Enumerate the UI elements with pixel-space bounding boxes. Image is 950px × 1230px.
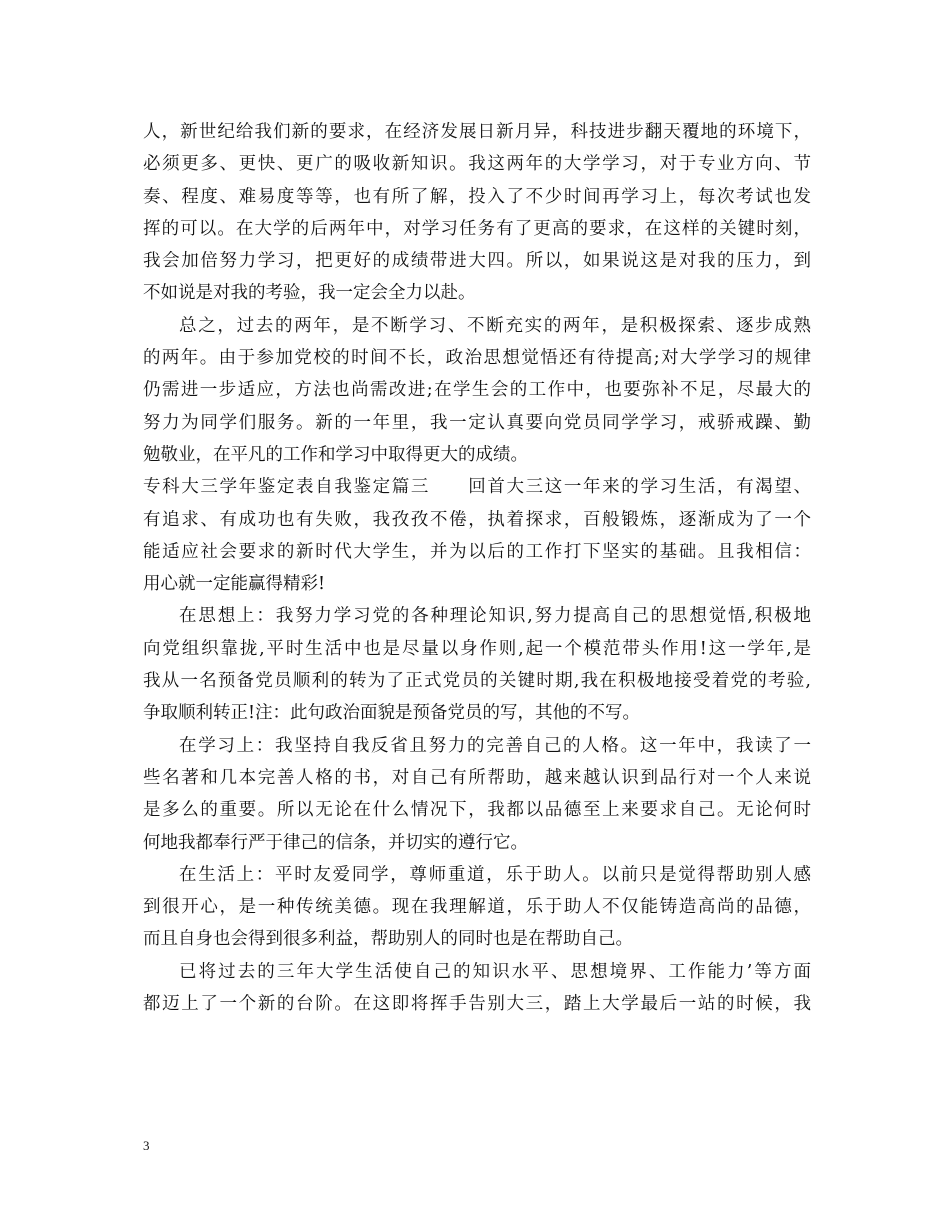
- text-line: 能适应社会要求的新时代大学生，并为以后的工作打下坚实的基础。且我相信：: [143, 541, 811, 562]
- document-body: [143, 116, 811, 1020]
- paragraph-first-line: 总之，过去的两年，是不断学习、不断充实的两年，是积极探索、逐步成熟: [179, 315, 811, 336]
- text-line: 争取顺利转正!注：此句政治面貌是预备党员的写，其他的不写。: [143, 703, 641, 724]
- text-line: 我从一名预备党员顺利的转为了正式党员的关键时期,我在积极地接受着党的考验,: [143, 671, 811, 692]
- text-line: 必须更多、更快、更广的吸收新知识。我这两年的大学学习，对于专业方向、节: [143, 154, 811, 175]
- text-line: 有追求、有成功也有失败，我孜孜不倦，执着探求，百般锻炼，逐渐成为了一个: [143, 509, 811, 530]
- text-line: 到很开心，是一种传统美德。现在我理解道，乐于助人不仅能铸造高尚的品德，: [143, 897, 811, 918]
- text-line: 人，新世纪给我们新的要求，在经济发展日新月异，科技进步翻天覆地的环境下，: [143, 122, 811, 142]
- paragraph-first-line: 在生活上：平时友爱同学，尊师重道，乐于助人。以前只是觉得帮助别人感: [179, 864, 811, 885]
- text-line: 都迈上了一个新的台阶。在这即将挥手告别大三，踏上大学最后一站的时候，我: [143, 994, 811, 1015]
- text-line: 不如说是对我的考验，我一定会全力以赴。: [143, 283, 476, 304]
- section-heading-line: 专科大三学年鉴定表自我鉴定篇三 回首大三这一年来的学习生活，有渴望、: [143, 477, 811, 498]
- page-number: 3: [143, 1138, 150, 1153]
- text-line: 勉敬业，在平凡的工作和学习中取得更大的成绩。: [143, 444, 528, 465]
- paragraph-first-line: 在思想上：我努力学习党的各种理论知识,努力提高自己的思想觉悟,积极地: [179, 606, 811, 627]
- text-line: 的两年。由于参加党校的时间不长，政治思想觉悟还有待提高;对大学学习的规律: [143, 348, 811, 369]
- text-line: 用心就一定能赢得精彩!: [143, 574, 326, 595]
- text-line: 向党组织靠拢,平时生活中也是尽量以身作则,起一个模范带头作用!这一学年,是: [143, 638, 811, 659]
- paragraph-first-line: 已将过去的三年大学生活使自己的知识水平、思想境界、工作能力’等方面: [179, 961, 811, 982]
- text-line: 我会加倍努力学习，把更好的成绩带进大四。所以，如果说这是对我的压力，到: [143, 251, 811, 272]
- text-line: 何地我都奉行严于律己的信条，并切实的遵行它。: [143, 832, 528, 853]
- text-line: 挥的可以。在大学的后两年中，对学习任务有了更高的要求，在这样的关键时刻，: [143, 218, 811, 239]
- paragraph-first-line: 在学习上：我坚持自我反省且努力的完善自己的人格。这一年中，我读了一: [179, 735, 811, 756]
- text-line: 而且自身也会得到很多利益，帮助别人的同时也是在帮助自己。: [143, 929, 633, 950]
- text-line: 奏、程度、难易度等等，也有所了解，投入了不少时间再学习上，每次考试也发: [143, 186, 811, 207]
- text-line: 是多么的重要。所以无论在什么情况下，我都以品德至上来要求自己。无论何时: [143, 800, 811, 821]
- text-line: 些名著和几本完善人格的书，对自己有所帮助，越来越认识到品行对一个人来说: [143, 767, 811, 788]
- text-line: 仍需进一步适应，方法也尚需改进;在学生会的工作中，也要弥补不足，尽最大的: [143, 380, 811, 401]
- text-line: 努力为同学们服务。新的一年里，我一定认真要向党员同学学习，戒骄戒躁、勤: [143, 412, 811, 433]
